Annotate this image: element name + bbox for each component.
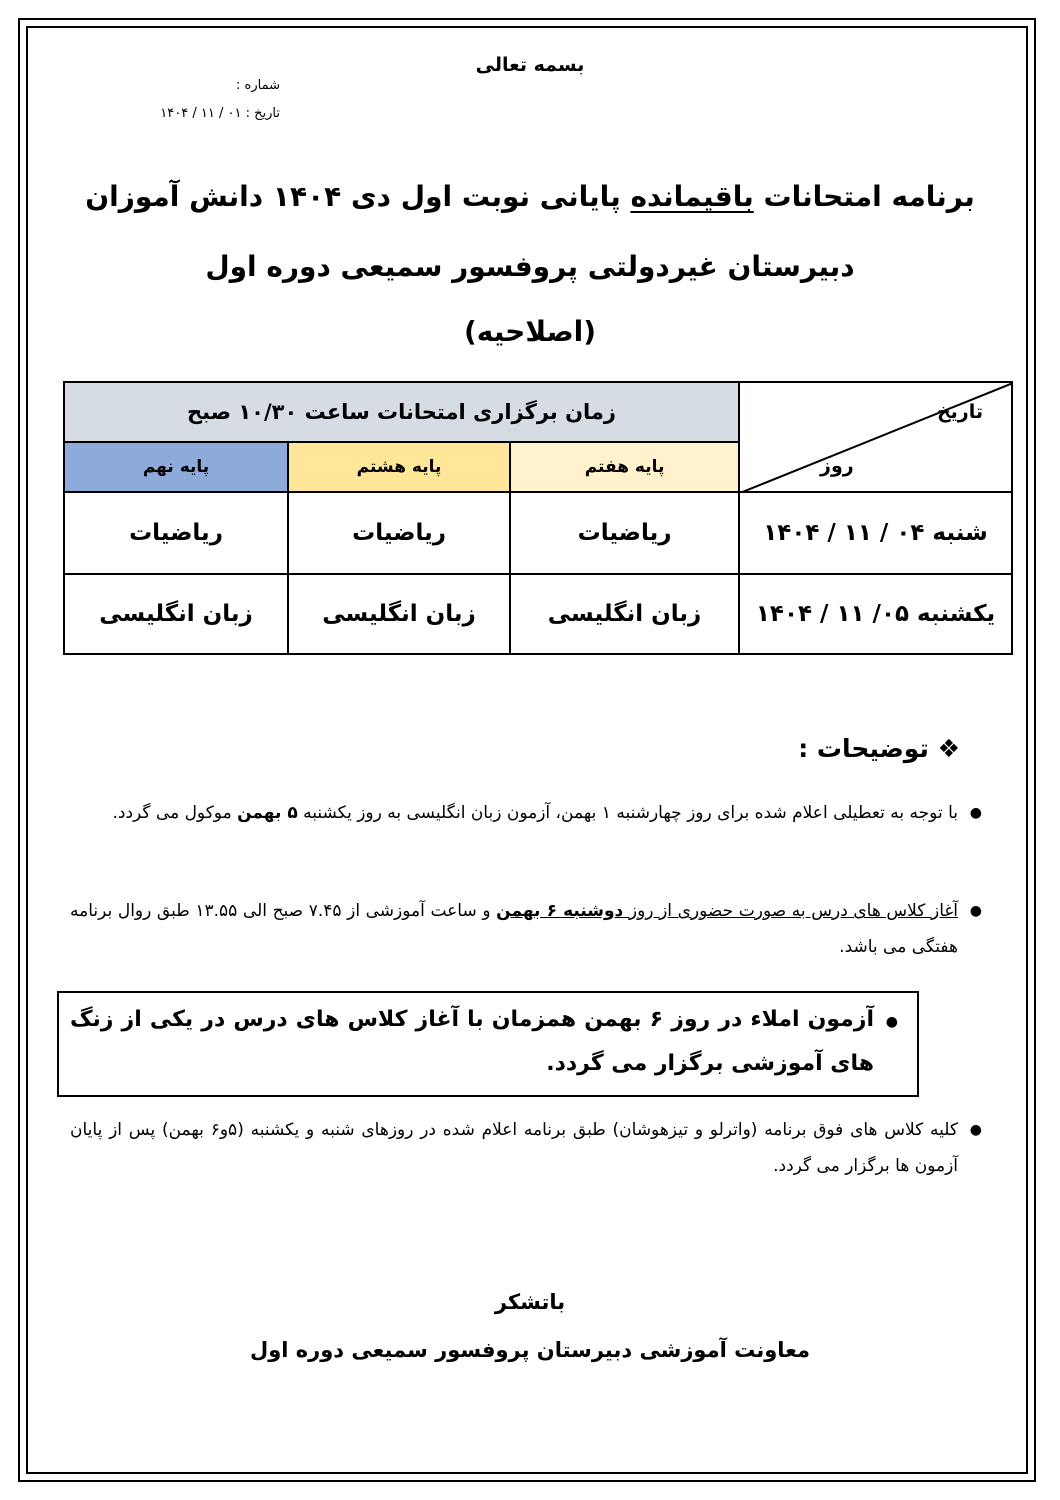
corner-day-label: روز <box>820 455 854 477</box>
row-day-date: یکشنبه ۰۵/ ۱۱ / ۱۴۰۴ <box>739 574 1012 654</box>
note-item-1: ● با توجه به تعطیلی اعلام شده برای روز چهارشنبه ۱ بهمن، آزمون زبان انگلیسی به روز یکشنبه ۵ بهمن موکول می گردد. <box>70 795 958 831</box>
closing-thanks: باتشکر <box>494 1290 566 1314</box>
diagonal-line <box>740 383 1013 493</box>
title-underlined-word: باقیمانده <box>630 180 754 213</box>
table-corner-cell <box>739 382 1012 492</box>
bismillah-heading: بسمه تعالی <box>475 54 585 76</box>
note-item-4: ● کلیه کلاس های فوق برنامه (واترلو و تیزهوشان) طبق برنامه اعلام شده در روزهای شنبه و یکشنبه (۵و۶ بهمن) پس از پایان آزمون ها برگزار می گردد. <box>70 1112 958 1184</box>
grade-9-header: پایه نهم <box>64 442 288 492</box>
note-item-3: ● آزمون املاء در روز ۶ بهمن همزمان با آغاز کلاس های درس در یکی از زنگ های آموزشی برگزار می گردد. <box>70 998 874 1086</box>
signature-line: معاونت آموزشی دبیرستان پروفسور سمیعی دوره اول <box>249 1338 811 1362</box>
letter-date: تاریخ : ۰۱ / ۱۱ / ۱۴۰۴ <box>160 106 280 121</box>
table-row <box>64 574 1012 654</box>
letter-number: شماره : <box>236 78 280 93</box>
exam-time-header: زمان برگزاری امتحانات ساعت ۱۰/۳۰ صبح <box>64 382 739 442</box>
document-title-line2: دبیرستان غیردولتی پروفسور سمیعی دوره اول <box>205 250 855 283</box>
table-row <box>64 492 1012 574</box>
corner-date-label: تاریخ <box>936 401 984 423</box>
document-title-line1 <box>60 180 1000 213</box>
document-title-line3: (اصلاحیه) <box>463 315 597 348</box>
subject-cell: زبان انگلیسی <box>510 574 739 654</box>
bullet-icon: ● <box>969 903 982 919</box>
subject-cell: زبان انگلیسی <box>64 574 288 654</box>
exam-schedule-table <box>63 381 1013 655</box>
row-day-date: شنبه ۰۴ / ۱۱ / ۱۴۰۴ <box>739 492 1012 574</box>
bullet-icon: ● <box>969 1122 982 1138</box>
title-part1: برنامه امتحانات <box>753 180 975 213</box>
subject-cell: زبان انگلیسی <box>288 574 510 654</box>
bullet-icon: ● <box>885 1014 898 1030</box>
subject-cell: ریاضیات <box>510 492 739 574</box>
notes-heading: ❖ توضیحات : <box>798 734 960 763</box>
grade-8-header: پایه هشتم <box>288 442 510 492</box>
title-part2: پایانی نوبت اول دی ۱۴۰۴ دانش آموزان <box>85 180 631 213</box>
subject-cell: ریاضیات <box>64 492 288 574</box>
subject-cell: ریاضیات <box>288 492 510 574</box>
grade-7-header: پایه هفتم <box>510 442 739 492</box>
note-item-2: ● آغاز کلاس های درس به صورت حضوری از روز دوشنبه ۶ بهمن و ساعت آموزشی از ۷.۴۵ صبح الی ۱۳.۵۵ طبق روال برنامه هفتگی می باشد. <box>70 893 958 965</box>
bullet-icon: ● <box>969 805 982 821</box>
